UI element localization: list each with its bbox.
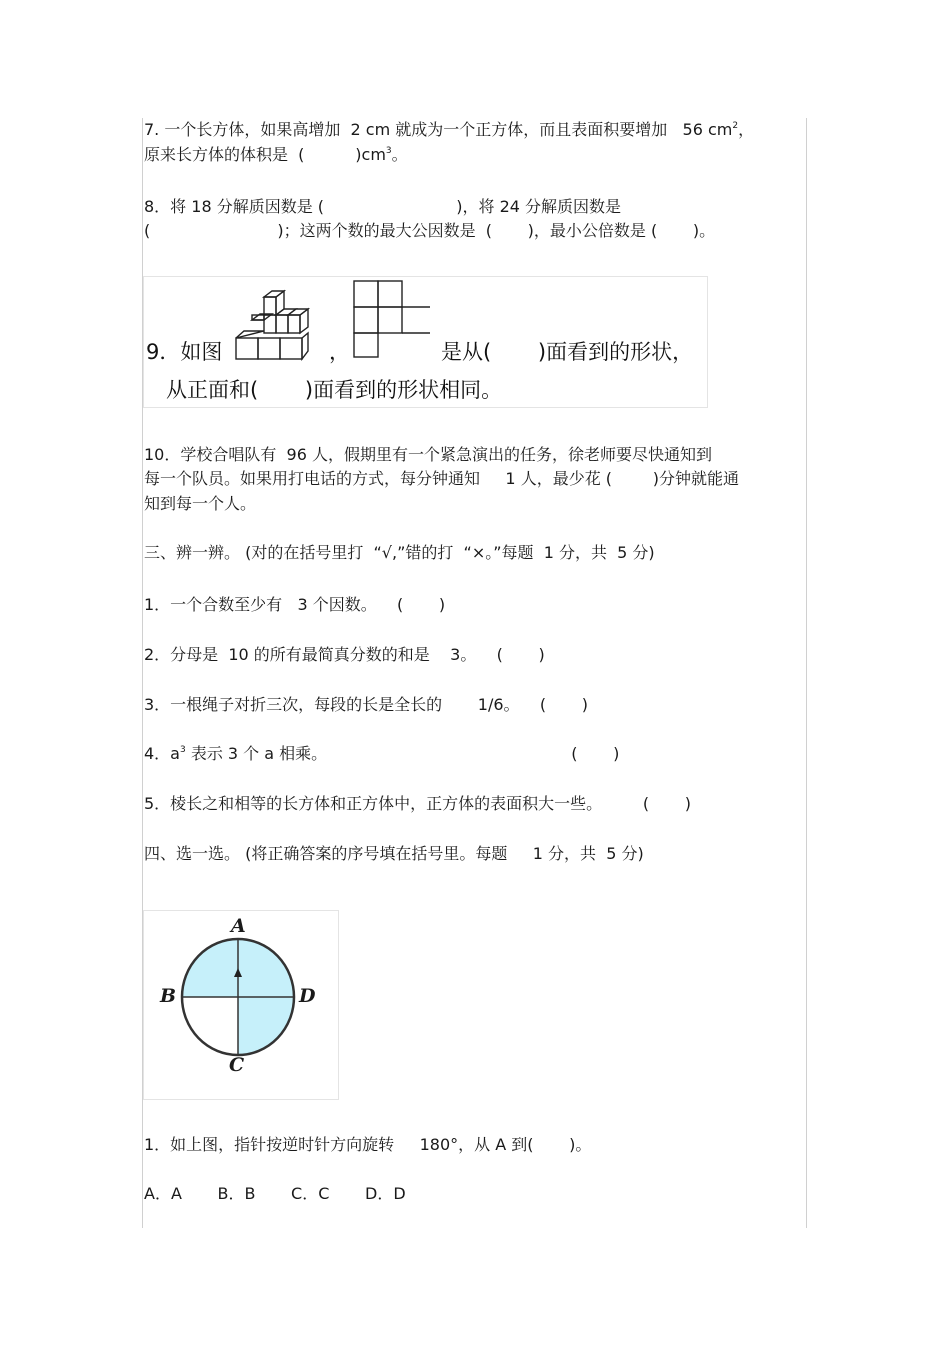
q8-line1: 8．将 18 分解质因数是 ( )，将 24 分解质因数是 bbox=[144, 197, 622, 216]
section3-item-4-b: 表示 3 个 a 相乘。 ( ) bbox=[185, 744, 620, 763]
q8-line2: ( )；这两个数的最大公因数是 ( )，最小公倍数是 ( )。 bbox=[144, 221, 716, 240]
section4-q1-options: A．A B．B C．C D．D bbox=[144, 1184, 406, 1203]
q7-line1-exponent: 2 bbox=[732, 121, 739, 131]
dial-figure bbox=[143, 910, 339, 1100]
q7-line2 bbox=[144, 145, 408, 168]
page-frame-right bbox=[806, 118, 807, 1228]
section3-item-3: 3．一根绳子对折三次，每段的长是全长的 1/6。 ( ) bbox=[144, 695, 588, 714]
q10-line1: 10．学校合唱队有 96 人，假期里有一个紧急演出的任务，徐老师要尽快通知到 bbox=[144, 445, 712, 464]
q7-line1-text: 7. 一个长方体，如果高增加 2 cm 就成为一个正方体，而且表面积要增加 56 cm bbox=[144, 120, 733, 139]
q9-comma: ， bbox=[329, 340, 350, 364]
section3-item-4-a: 4．a bbox=[144, 744, 180, 763]
q9-question: 是从( )面看到的形状， bbox=[441, 340, 694, 364]
section4-title: 四、选一选。 (将正确答案的序号填在括号里。每题 1 分，共 5 分) bbox=[144, 844, 644, 863]
dial-label-bottom: C bbox=[229, 1054, 245, 1076]
cube-stack-icon bbox=[234, 289, 324, 361]
q9-figure bbox=[143, 276, 708, 408]
dial-label-right: D bbox=[299, 985, 316, 1007]
section3-item-4-exponent: 3 bbox=[180, 745, 186, 755]
q7-line2-text: 原来长方体的体积是 ( )cm bbox=[144, 145, 386, 164]
section3-item-1: 1．一个合数至少有 3 个因数。 ( ) bbox=[144, 595, 446, 614]
q7-line1-end: ， bbox=[738, 120, 755, 139]
section4-q1: 1．如上图，指针按逆时针方向旋转 180°，从 A 到( )。 bbox=[144, 1135, 592, 1154]
section3-item-5: 5．棱长之和相等的长方体和正方体中，正方体的表面积大一些。 ( ) bbox=[144, 794, 691, 813]
q9-line2: 从正面和( )面看到的形状相同。 bbox=[166, 378, 503, 402]
q10-line2: 每一个队员。如果用打电话的方式，每分钟通知 1 人，最少花 ( )分钟就能通 bbox=[144, 469, 739, 488]
q7-line2-end: 。 bbox=[391, 145, 408, 164]
q7-line1 bbox=[144, 120, 754, 143]
section3-item-2: 2．分母是 10 的所有最简真分数的和是 3。 ( ) bbox=[144, 645, 545, 664]
q9-prefix: 9．如图 bbox=[146, 340, 223, 364]
section3-item-4 bbox=[144, 744, 619, 767]
q10-line3: 知到每一个人。 bbox=[144, 494, 257, 513]
q7-line2-exponent: 3 bbox=[385, 146, 392, 156]
dial-label-top: A bbox=[231, 915, 246, 937]
section3-title: 三、辨一辨。 (对的在括号里打 “√,”错的打 “×。”每题 1 分，共 5 分) bbox=[144, 543, 655, 562]
dial-label-left: B bbox=[160, 985, 177, 1007]
grid-shape-icon bbox=[352, 279, 432, 359]
